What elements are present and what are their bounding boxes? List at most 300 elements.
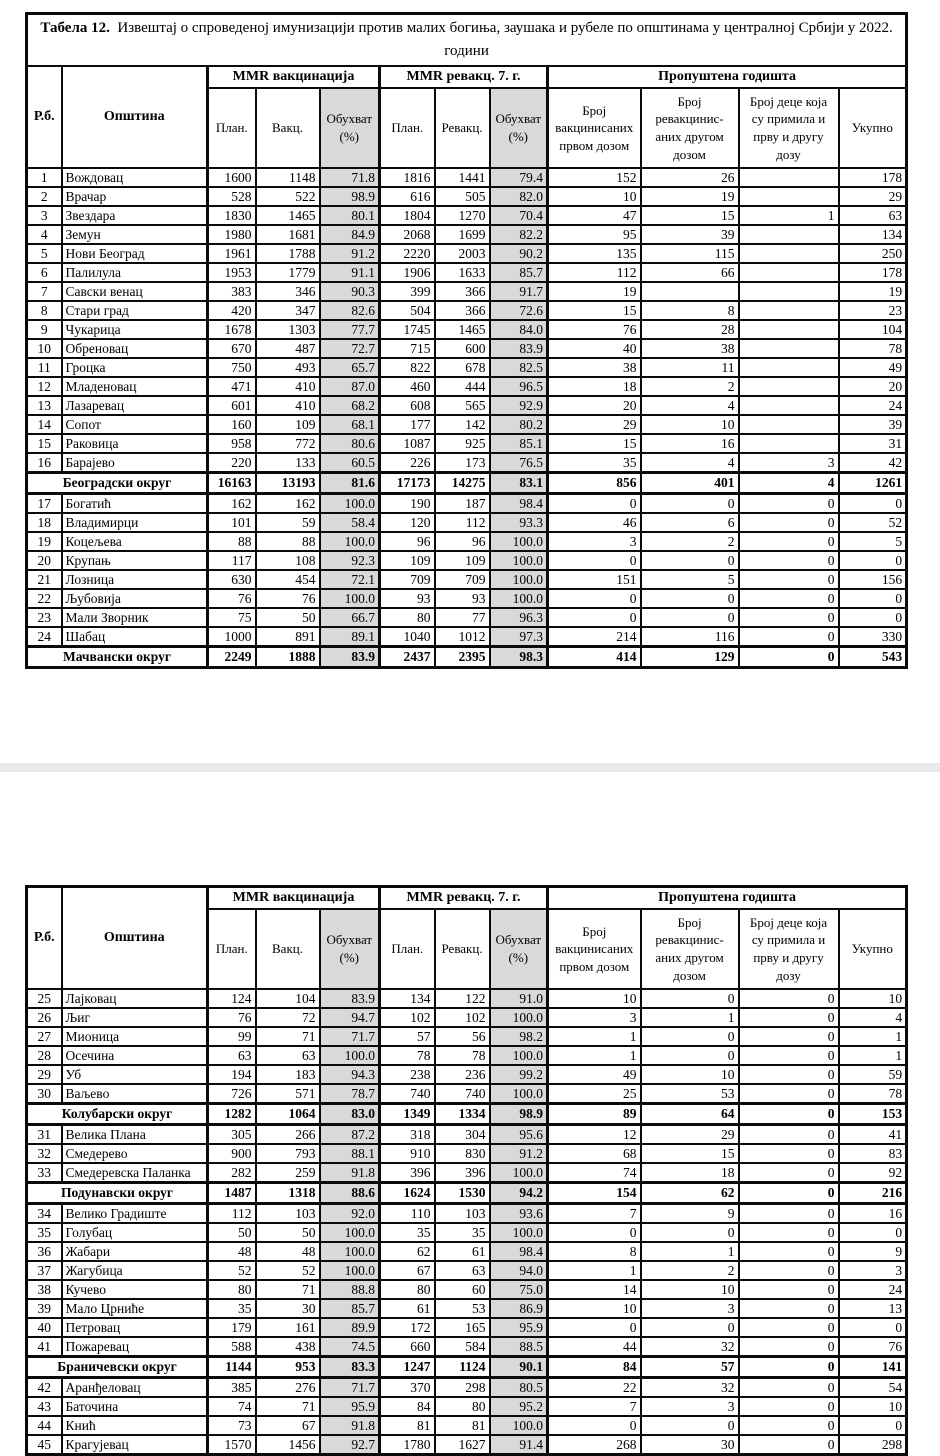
municipality-name: Велика Плана [62,1125,208,1145]
district-summary-row [27,1104,907,1125]
cell-mmr-vaccinated: 953 [256,1357,320,1378]
district-name: Колубарски округ [27,1104,208,1125]
cell-missed-second-dose: 15 [641,206,739,225]
immunization-table-page2 [25,885,908,1456]
table-row [27,1046,907,1065]
table-number-label: Табела 12. [40,19,110,36]
cell-revaccinated: 60 [435,1280,490,1299]
col-header-total: Укупно [839,909,907,989]
cell-mmr-vaccinated: 13193 [256,473,320,494]
col-header-revaccinated: Ревакц. [435,909,490,989]
table-row [27,494,907,514]
cell-total: 52 [839,513,907,532]
row-number: 30 [27,1084,62,1104]
cell-revacc-plan: 84 [380,1397,435,1416]
table-row [27,1204,907,1224]
cell-total: 250 [839,244,907,263]
cell-total: 0 [839,608,907,627]
table-row [27,377,907,396]
cell-revaccinated: 1627 [435,1435,490,1455]
cell-revacc-plan: 96 [380,532,435,551]
cell-mmr-coverage: 78.7 [320,1084,380,1104]
table-row [27,627,907,647]
municipality-name: Вождовац [62,168,208,187]
municipality-name: Савски венац [62,282,208,301]
cell-revacc-coverage: 100.0 [490,570,548,589]
cell-revaccinated: 102 [435,1008,490,1027]
cell-mmr-vaccinated: 71 [256,1280,320,1299]
cell-revacc-plan: 740 [380,1084,435,1104]
municipality-name: Богатић [62,494,208,514]
col-header-row-number: Р.б. [27,887,62,990]
cell-mmr-coverage: 83.3 [320,1357,380,1378]
cell-missed-second-dose: 32 [641,1337,739,1357]
cell-missed-second-dose: 39 [641,225,739,244]
cell-revacc-plan: 396 [380,1163,435,1183]
cell-revaccinated: 103 [435,1204,490,1224]
row-number: 36 [27,1242,62,1261]
cell-mmr-plan: 1487 [208,1183,256,1204]
cell-total: 0 [839,589,907,608]
cell-mmr-coverage: 92.7 [320,1435,380,1455]
table-row [27,1084,907,1104]
cell-revacc-plan: 134 [380,989,435,1008]
cell-mmr-vaccinated: 493 [256,358,320,377]
table-row [27,339,907,358]
cell-revaccinated: 173 [435,453,490,473]
cell-revacc-plan: 80 [380,1280,435,1299]
col-group-missed-years: Пропуштена годишта [548,66,907,88]
col-group-mmr-revaccination: MMR ревакц. 7. г. [380,66,548,88]
cell-mmr-plan: 117 [208,551,256,570]
cell-mmr-plan: 958 [208,434,256,453]
col-header-coverage-2: Обухват (%) [490,909,548,989]
cell-missed-second-dose: 38 [641,339,739,358]
row-number: 37 [27,1261,62,1280]
cell-missed-both-doses: 0 [739,1261,839,1280]
col-header-coverage-1: Обухват (%) [320,88,380,168]
cell-mmr-plan: 471 [208,377,256,396]
cell-revacc-plan: 399 [380,282,435,301]
municipality-name: Велико Градиште [62,1204,208,1224]
cell-revacc-plan: 822 [380,358,435,377]
cell-missed-both-doses: 0 [739,1435,839,1455]
row-number: 28 [27,1046,62,1065]
cell-missed-second-dose: 8 [641,301,739,320]
cell-missed-first-dose: 10 [548,989,641,1008]
cell-missed-second-dose: 62 [641,1183,739,1204]
municipality-name: Жагубица [62,1261,208,1280]
cell-revacc-plan: 35 [380,1223,435,1242]
cell-missed-both-doses [739,396,839,415]
cell-revacc-coverage: 95.2 [490,1397,548,1416]
cell-total: 10 [839,1397,907,1416]
cell-mmr-vaccinated: 72 [256,1008,320,1027]
cell-total: 9 [839,1242,907,1261]
col-header-municipality: Општина [62,887,208,990]
cell-missed-first-dose: 1 [548,1027,641,1046]
cell-missed-first-dose: 3 [548,1008,641,1027]
cell-missed-first-dose: 3 [548,532,641,551]
table-row [27,1337,907,1357]
cell-revaccinated: 109 [435,551,490,570]
cell-mmr-plan: 726 [208,1084,256,1104]
cell-total: 59 [839,1065,907,1084]
cell-total: 16 [839,1204,907,1224]
table-row [27,1397,907,1416]
cell-revacc-plan: 910 [380,1144,435,1163]
cell-mmr-vaccinated: 487 [256,339,320,358]
cell-revacc-coverage: 98.3 [490,647,548,668]
cell-revacc-plan: 17173 [380,473,435,494]
col-header-municipality: Општина [62,66,208,168]
cell-revacc-coverage: 85.1 [490,434,548,453]
cell-total: 216 [839,1183,907,1204]
cell-missed-first-dose: 10 [548,187,641,206]
immunization-table-page1 [25,12,908,669]
cell-total: 1 [839,1046,907,1065]
cell-mmr-coverage: 100.0 [320,1046,380,1065]
col-header-coverage-1: Обухват (%) [320,909,380,989]
row-number: 44 [27,1416,62,1435]
cell-total: 24 [839,1280,907,1299]
cell-missed-first-dose: 38 [548,358,641,377]
cell-revacc-plan: 102 [380,1008,435,1027]
cell-mmr-vaccinated: 103 [256,1204,320,1224]
cell-missed-first-dose: 76 [548,320,641,339]
cell-missed-second-dose: 19 [641,187,739,206]
cell-total: 20 [839,377,907,396]
cell-mmr-vaccinated: 259 [256,1163,320,1183]
cell-mmr-vaccinated: 71 [256,1397,320,1416]
cell-missed-second-dose: 3 [641,1397,739,1416]
cell-mmr-coverage: 100.0 [320,1242,380,1261]
cell-revacc-coverage: 96.3 [490,608,548,627]
cell-missed-first-dose: 20 [548,396,641,415]
cell-revacc-coverage: 98.4 [490,1242,548,1261]
cell-missed-both-doses: 0 [739,1223,839,1242]
cell-missed-first-dose: 7 [548,1204,641,1224]
col-group-mmr-vaccination: MMR вакцинација [208,887,380,910]
cell-missed-second-dose: 6 [641,513,739,532]
table-row [27,1223,907,1242]
cell-total: 0 [839,551,907,570]
table-row [27,1027,907,1046]
cell-revacc-plan: 1816 [380,168,435,187]
cell-mmr-coverage: 90.3 [320,282,380,301]
cell-mmr-vaccinated: 1064 [256,1104,320,1125]
cell-mmr-plan: 630 [208,570,256,589]
cell-mmr-plan: 1830 [208,206,256,225]
row-number: 15 [27,434,62,453]
cell-revaccinated: 165 [435,1318,490,1337]
cell-total: 13 [839,1299,907,1318]
municipality-name: Лајковац [62,989,208,1008]
row-number: 25 [27,989,62,1008]
cell-mmr-coverage: 68.1 [320,415,380,434]
cell-total: 141 [839,1357,907,1378]
row-number: 34 [27,1204,62,1224]
cell-total: 134 [839,225,907,244]
cell-revaccinated: 78 [435,1046,490,1065]
row-number: 3 [27,206,62,225]
district-summary-row [27,647,907,668]
municipality-name: Лазаревац [62,396,208,415]
cell-missed-first-dose: 44 [548,1337,641,1357]
cell-mmr-coverage: 85.7 [320,1299,380,1318]
cell-mmr-plan: 179 [208,1318,256,1337]
municipality-name: Кнић [62,1416,208,1435]
cell-missed-first-dose: 151 [548,570,641,589]
cell-revaccinated: 1530 [435,1183,490,1204]
cell-mmr-vaccinated: 1148 [256,168,320,187]
cell-mmr-plan: 1600 [208,168,256,187]
cell-revaccinated: 187 [435,494,490,514]
cell-mmr-plan: 282 [208,1163,256,1183]
cell-mmr-plan: 1961 [208,244,256,263]
cell-mmr-plan: 900 [208,1144,256,1163]
cell-mmr-plan: 50 [208,1223,256,1242]
col-header-missed-second-dose: Број ревакцинис-аних другом дозом [641,909,739,989]
col-header-plan-2: План. [380,909,435,989]
municipality-name: Врачар [62,187,208,206]
cell-revacc-plan: 81 [380,1416,435,1435]
cell-revacc-plan: 709 [380,570,435,589]
row-number: 21 [27,570,62,589]
cell-revacc-coverage: 79.4 [490,168,548,187]
cell-revacc-plan: 1906 [380,263,435,282]
cell-revacc-plan: 660 [380,1337,435,1357]
cell-mmr-coverage: 89.9 [320,1318,380,1337]
cell-revacc-coverage: 97.3 [490,627,548,647]
district-summary-row [27,1183,907,1204]
cell-mmr-plan: 601 [208,396,256,415]
municipality-name: Осечина [62,1046,208,1065]
cell-mmr-plan: 63 [208,1046,256,1065]
cell-missed-both-doses: 0 [739,627,839,647]
row-number: 5 [27,244,62,263]
cell-revacc-coverage: 90.1 [490,1357,548,1378]
cell-mmr-vaccinated: 410 [256,377,320,396]
cell-mmr-coverage: 89.1 [320,627,380,647]
cell-mmr-plan: 1953 [208,263,256,282]
cell-total: 330 [839,627,907,647]
cell-mmr-coverage: 92.3 [320,551,380,570]
cell-mmr-coverage: 88.6 [320,1183,380,1204]
cell-missed-second-dose: 2 [641,377,739,396]
cell-revacc-coverage: 91.2 [490,1144,548,1163]
cell-missed-second-dose [641,282,739,301]
col-header-missed-first-dose: Број вакцинисаних првом дозом [548,88,641,168]
table-title [27,14,907,67]
cell-revaccinated: 925 [435,434,490,453]
cell-mmr-vaccinated: 1788 [256,244,320,263]
cell-missed-both-doses [739,282,839,301]
cell-revacc-coverage: 95.6 [490,1125,548,1145]
cell-revacc-coverage: 82.0 [490,187,548,206]
cell-total: 29 [839,187,907,206]
cell-missed-first-dose: 46 [548,513,641,532]
cell-mmr-coverage: 68.2 [320,396,380,415]
row-number: 9 [27,320,62,339]
cell-revacc-plan: 110 [380,1204,435,1224]
municipality-name: Смедерево [62,1144,208,1163]
cell-missed-second-dose: 16 [641,434,739,453]
cell-revacc-coverage: 86.9 [490,1299,548,1318]
cell-revaccinated: 1012 [435,627,490,647]
cell-missed-first-dose: 1 [548,1046,641,1065]
cell-total: 39 [839,415,907,434]
municipality-name: Крагујевац [62,1435,208,1455]
col-group-mmr-vaccination: MMR вакцинација [208,66,380,88]
row-number: 35 [27,1223,62,1242]
table-row [27,570,907,589]
cell-missed-second-dose: 116 [641,627,739,647]
cell-missed-first-dose: 414 [548,647,641,668]
cell-mmr-vaccinated: 50 [256,1223,320,1242]
cell-mmr-vaccinated: 346 [256,282,320,301]
cell-missed-both-doses: 0 [739,532,839,551]
row-number: 27 [27,1027,62,1046]
municipality-name: Владимирци [62,513,208,532]
table-row [27,608,907,627]
cell-missed-first-dose: 214 [548,627,641,647]
municipality-name: Нови Београд [62,244,208,263]
cell-revacc-plan: 2220 [380,244,435,263]
municipality-name: Звездара [62,206,208,225]
row-number: 31 [27,1125,62,1145]
cell-revaccinated: 678 [435,358,490,377]
cell-revacc-coverage: 100.0 [490,1223,548,1242]
cell-mmr-vaccinated: 104 [256,989,320,1008]
row-number: 4 [27,225,62,244]
cell-revacc-coverage: 100.0 [490,1416,548,1435]
cell-revaccinated: 366 [435,301,490,320]
municipality-name: Чукарица [62,320,208,339]
cell-mmr-plan: 76 [208,1008,256,1027]
cell-revaccinated: 1465 [435,320,490,339]
cell-revacc-plan: 62 [380,1242,435,1261]
cell-revaccinated: 35 [435,1223,490,1242]
cell-revacc-coverage: 82.5 [490,358,548,377]
table-row [27,1144,907,1163]
col-header-coverage-2: Обухват (%) [490,88,548,168]
table-row [27,434,907,453]
cell-mmr-coverage: 66.7 [320,608,380,627]
cell-revacc-coverage: 98.9 [490,1104,548,1125]
cell-missed-first-dose: 22 [548,1378,641,1398]
cell-revacc-plan: 109 [380,551,435,570]
cell-mmr-vaccinated: 1465 [256,206,320,225]
cell-revaccinated: 1633 [435,263,490,282]
cell-missed-second-dose: 26 [641,168,739,187]
row-number: 33 [27,1163,62,1183]
cell-revacc-coverage: 100.0 [490,1084,548,1104]
municipality-name: Палилула [62,263,208,282]
cell-missed-both-doses: 0 [739,494,839,514]
cell-missed-second-dose: 18 [641,1163,739,1183]
cell-mmr-plan: 124 [208,989,256,1008]
cell-mmr-coverage: 88.8 [320,1280,380,1299]
table-row [27,1242,907,1261]
cell-missed-both-doses: 0 [739,1084,839,1104]
municipality-name: Сопот [62,415,208,434]
cell-total: 78 [839,1084,907,1104]
cell-missed-first-dose: 0 [548,494,641,514]
cell-mmr-vaccinated: 71 [256,1027,320,1046]
row-number: 1 [27,168,62,187]
cell-mmr-plan: 194 [208,1065,256,1084]
cell-mmr-plan: 220 [208,453,256,473]
cell-missed-first-dose: 25 [548,1084,641,1104]
cell-missed-first-dose: 135 [548,244,641,263]
cell-mmr-coverage: 87.0 [320,377,380,396]
cell-mmr-coverage: 80.1 [320,206,380,225]
cell-revaccinated: 1270 [435,206,490,225]
cell-missed-first-dose: 0 [548,1416,641,1435]
cell-missed-second-dose: 2 [641,1261,739,1280]
cell-mmr-coverage: 65.7 [320,358,380,377]
table-row [27,320,907,339]
page-break-separator [0,763,940,772]
cell-missed-both-doses [739,187,839,206]
cell-revacc-plan: 504 [380,301,435,320]
cell-mmr-vaccinated: 438 [256,1337,320,1357]
cell-mmr-plan: 99 [208,1027,256,1046]
cell-mmr-coverage: 95.9 [320,1397,380,1416]
municipality-name: Смедеревска Паланка [62,1163,208,1183]
table-row [27,1435,907,1455]
cell-mmr-vaccinated: 30 [256,1299,320,1318]
cell-revacc-coverage: 80.2 [490,415,548,434]
table-row [27,168,907,187]
row-number: 13 [27,396,62,415]
cell-mmr-vaccinated: 522 [256,187,320,206]
table-row [27,206,907,225]
cell-mmr-coverage: 71.7 [320,1378,380,1398]
cell-mmr-coverage: 77.7 [320,320,380,339]
cell-mmr-plan: 160 [208,415,256,434]
cell-revacc-plan: 2068 [380,225,435,244]
row-number: 12 [27,377,62,396]
cell-mmr-coverage: 74.5 [320,1337,380,1357]
municipality-name: Мало Црниће [62,1299,208,1318]
cell-total: 298 [839,1435,907,1455]
cell-total: 78 [839,339,907,358]
cell-mmr-coverage: 81.6 [320,473,380,494]
cell-total: 0 [839,1223,907,1242]
row-number: 24 [27,627,62,647]
col-header-vaccinated: Вакц. [256,909,320,989]
cell-revacc-plan: 318 [380,1125,435,1145]
table-row [27,1125,907,1145]
cell-mmr-coverage: 84.9 [320,225,380,244]
cell-total: 1261 [839,473,907,494]
municipality-name: Голубац [62,1223,208,1242]
cell-revacc-coverage: 94.2 [490,1183,548,1204]
cell-revacc-plan: 238 [380,1065,435,1084]
cell-mmr-plan: 74 [208,1397,256,1416]
cell-missed-second-dose: 4 [641,453,739,473]
cell-mmr-plan: 670 [208,339,256,358]
cell-missed-first-dose: 40 [548,339,641,358]
cell-total: 1 [839,1027,907,1046]
cell-revacc-coverage: 80.5 [490,1378,548,1398]
cell-revacc-coverage: 100.0 [490,551,548,570]
row-number: 7 [27,282,62,301]
district-summary-row [27,1357,907,1378]
cell-mmr-coverage: 82.6 [320,301,380,320]
